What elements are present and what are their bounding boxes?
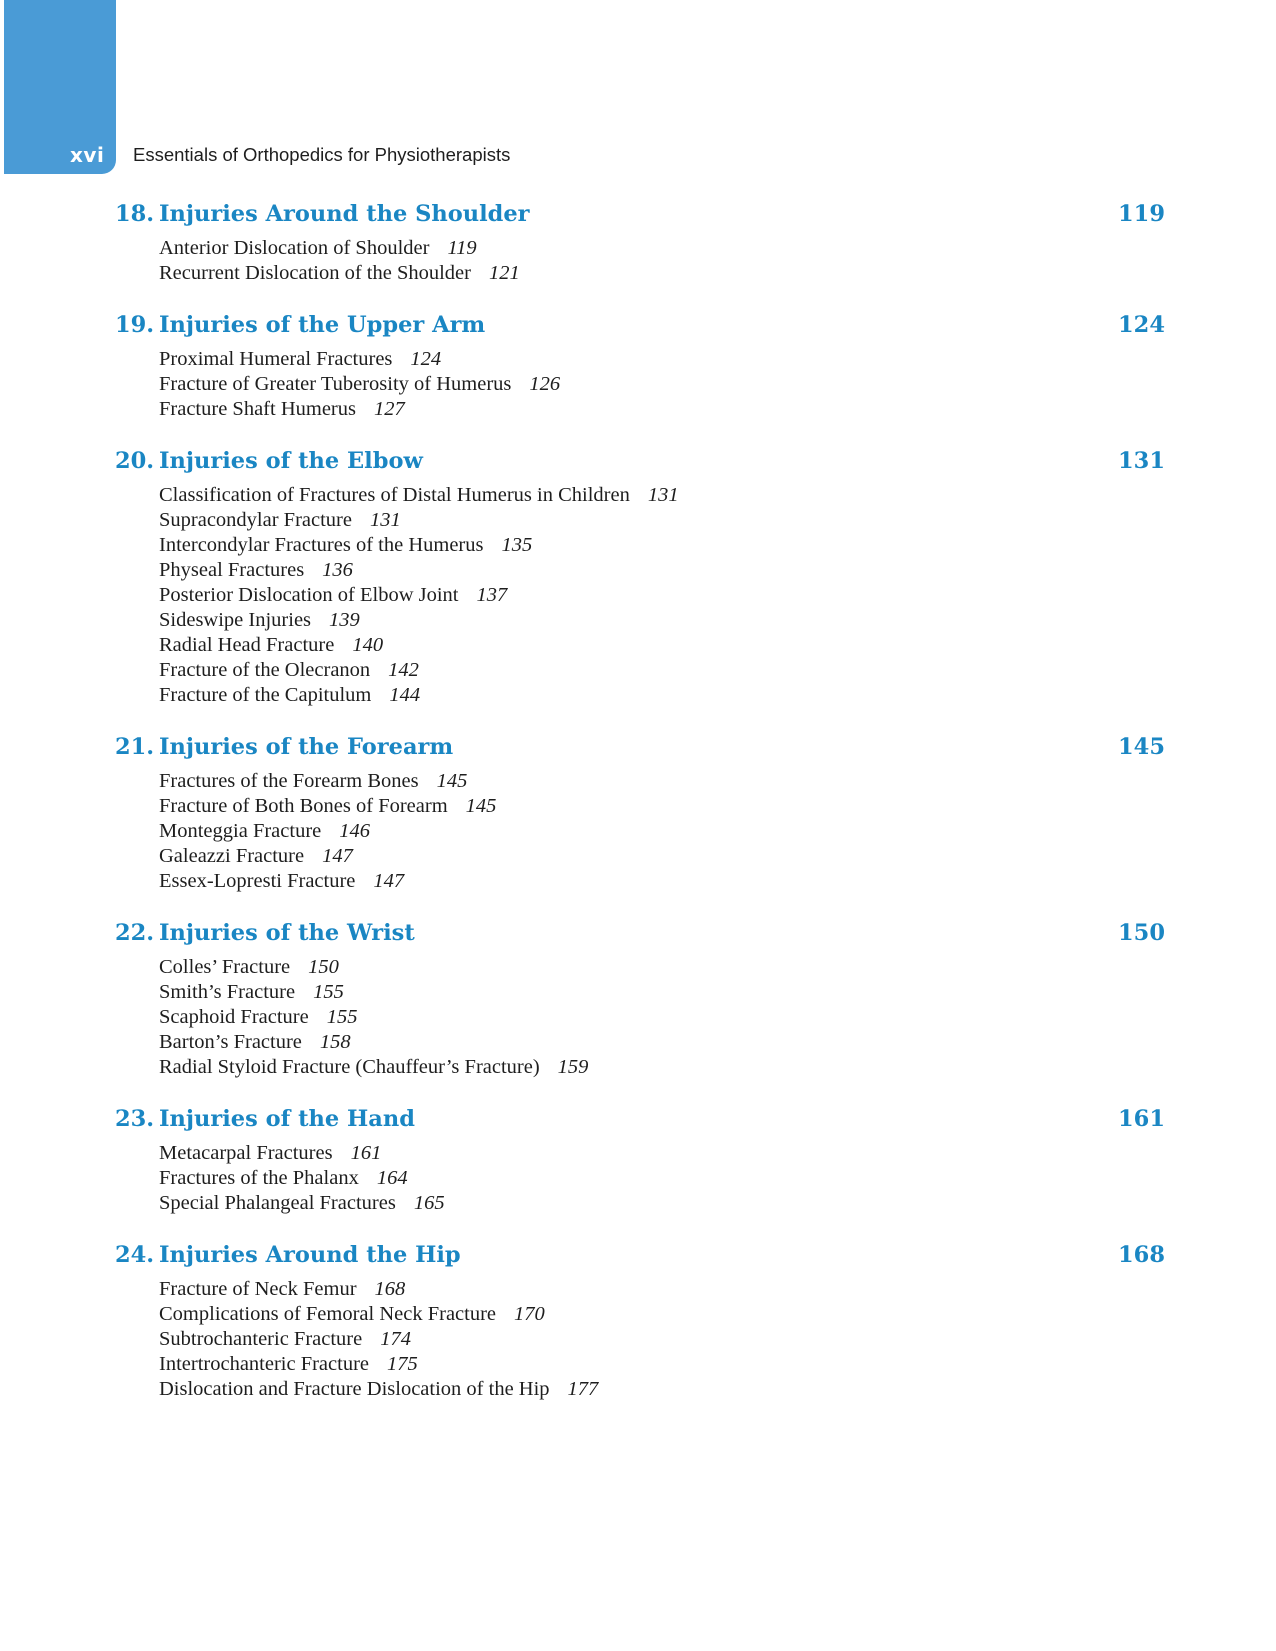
chapter-title: Injuries of the Upper Arm bbox=[159, 312, 486, 338]
topic-title: Fracture Shaft Humerus bbox=[159, 398, 356, 420]
topic-title: Fracture of Neck Femur bbox=[159, 1278, 357, 1300]
topic-page-number: 145 bbox=[436, 770, 468, 792]
topic-title: Smith’s Fracture bbox=[159, 981, 296, 1003]
topic-page-number: 140 bbox=[352, 634, 384, 656]
topic-title: Complications of Femoral Neck Fracture bbox=[159, 1303, 497, 1325]
topic-page-number: 150 bbox=[308, 956, 339, 978]
topic-entry[interactable] bbox=[159, 608, 1165, 633]
chapter-heading[interactable] bbox=[115, 1102, 1165, 1136]
topic-page-number: 124 bbox=[410, 348, 442, 370]
chapter-number: 20. bbox=[115, 448, 155, 474]
topic-title: Colles’ Fracture bbox=[159, 956, 291, 978]
chapter-title: Injuries of the Forearm bbox=[159, 734, 454, 760]
topic-list bbox=[159, 1277, 1165, 1402]
topic-title: Intertrochanteric Fracture bbox=[159, 1353, 370, 1375]
chapter-page-number: 124 bbox=[1118, 312, 1165, 338]
topic-page-number: 158 bbox=[319, 1031, 351, 1053]
topic-title: Subtrochanteric Fracture bbox=[159, 1328, 363, 1350]
topic-title: Recurrent Dislocation of the Shoulder bbox=[159, 262, 471, 284]
topic-entry[interactable] bbox=[159, 1055, 1165, 1080]
topic-title: Dislocation and Fracture Dislocation of the Hip bbox=[159, 1378, 550, 1400]
topic-title: Radial Styloid Fracture (Chauffeur’s Fracture) bbox=[159, 1056, 540, 1078]
topic-entry[interactable] bbox=[159, 347, 1165, 372]
topic-page-number: 121 bbox=[488, 262, 520, 284]
topic-list bbox=[159, 1141, 1165, 1216]
chapter-number: 18. bbox=[115, 201, 155, 227]
topic-title: Physeal Fractures bbox=[159, 559, 305, 581]
topic-page-number: 126 bbox=[529, 373, 561, 395]
topic-page-number: 142 bbox=[388, 659, 419, 681]
topic-page-number: 139 bbox=[329, 609, 360, 631]
topic-page-number: 119 bbox=[447, 237, 477, 259]
topic-entry[interactable] bbox=[159, 508, 1165, 533]
topic-entry[interactable] bbox=[159, 819, 1165, 844]
topic-page-number: 127 bbox=[373, 398, 405, 420]
topic-title: Essex-Lopresti Fracture bbox=[159, 870, 356, 892]
topic-title: Scaphoid Fracture bbox=[159, 1006, 309, 1028]
topic-title: Proximal Humeral Fractures bbox=[159, 348, 393, 370]
chapter-heading[interactable] bbox=[115, 444, 1165, 478]
chapter-number: 23. bbox=[115, 1106, 155, 1132]
topic-entry[interactable] bbox=[159, 236, 1165, 261]
topic-title: Monteggia Fracture bbox=[159, 820, 322, 842]
topic-list bbox=[159, 483, 1165, 708]
topic-entry[interactable] bbox=[159, 769, 1165, 794]
topic-page-number: 147 bbox=[373, 870, 405, 892]
chapter-heading[interactable] bbox=[115, 197, 1165, 231]
topic-title: Fracture of Both Bones of Forearm bbox=[159, 795, 448, 817]
topic-entry[interactable] bbox=[159, 1141, 1165, 1166]
topic-title: Supracondylar Fracture bbox=[159, 509, 352, 531]
table-of-contents bbox=[115, 197, 1165, 1424]
topic-entry[interactable] bbox=[159, 955, 1165, 980]
topic-title: Anterior Dislocation of Shoulder bbox=[159, 237, 430, 259]
topic-list bbox=[159, 769, 1165, 894]
chapter-page-number: 119 bbox=[1118, 201, 1165, 227]
topic-entry[interactable] bbox=[159, 533, 1165, 558]
topic-entry[interactable] bbox=[159, 1352, 1165, 1377]
topic-title: Classification of Fractures of Distal Humerus in Children bbox=[159, 484, 630, 506]
topic-page-number: 168 bbox=[374, 1278, 406, 1300]
chapter-entry bbox=[115, 308, 1165, 422]
topic-entry[interactable] bbox=[159, 583, 1165, 608]
topic-entry[interactable] bbox=[159, 1277, 1165, 1302]
chapter-heading[interactable] bbox=[115, 916, 1165, 950]
topic-entry[interactable] bbox=[159, 794, 1165, 819]
chapter-entry bbox=[115, 730, 1165, 894]
topic-title: Fracture of the Capitulum bbox=[159, 684, 372, 706]
topic-page-number: 161 bbox=[350, 1142, 382, 1164]
topic-entry[interactable] bbox=[159, 1302, 1165, 1327]
topic-title: Fractures of the Forearm Bones bbox=[159, 770, 419, 792]
topic-page-number: 165 bbox=[413, 1192, 445, 1214]
topic-title: Posterior Dislocation of Elbow Joint bbox=[159, 584, 459, 606]
topic-page-number: 136 bbox=[322, 559, 353, 581]
topic-title: Fracture of Greater Tuberosity of Humerus bbox=[159, 373, 512, 395]
chapter-heading[interactable] bbox=[115, 308, 1165, 342]
topic-title: Sideswipe Injuries bbox=[159, 609, 312, 631]
chapter-heading[interactable] bbox=[115, 1238, 1165, 1272]
topic-title: Special Phalangeal Fractures bbox=[159, 1192, 396, 1214]
running-title: Essentials of Orthopedics for Physiotherapists bbox=[133, 144, 511, 165]
chapter-heading[interactable] bbox=[115, 730, 1165, 764]
topic-page-number: 174 bbox=[380, 1328, 411, 1350]
chapter-title: Injuries of the Wrist bbox=[159, 920, 415, 946]
topic-page-number: 146 bbox=[339, 820, 370, 842]
topic-entry[interactable] bbox=[159, 1005, 1165, 1030]
chapter-page-number: 131 bbox=[1118, 448, 1165, 474]
topic-title: Metacarpal Fractures bbox=[159, 1142, 333, 1164]
topic-entry[interactable] bbox=[159, 844, 1165, 869]
chapter-title: Injuries Around the Hip bbox=[159, 1242, 461, 1268]
chapter-entry bbox=[115, 1102, 1165, 1216]
topic-page-number: 155 bbox=[313, 981, 344, 1003]
topic-entry[interactable] bbox=[159, 683, 1165, 708]
topic-list bbox=[159, 236, 1165, 286]
topic-entry[interactable] bbox=[159, 633, 1165, 658]
topic-page-number: 135 bbox=[501, 534, 533, 556]
chapter-entry bbox=[115, 1238, 1165, 1402]
topic-title: Galeazzi Fracture bbox=[159, 845, 305, 867]
chapter-title: Injuries of the Hand bbox=[159, 1106, 415, 1132]
topic-entry[interactable] bbox=[159, 261, 1165, 286]
topic-entry[interactable] bbox=[159, 397, 1165, 422]
topic-entry[interactable] bbox=[159, 483, 1165, 508]
chapter-page-number: 150 bbox=[1118, 920, 1165, 946]
chapter-title: Injuries Around the Shoulder bbox=[159, 201, 530, 227]
topic-page-number: 147 bbox=[322, 845, 353, 867]
topic-entry[interactable] bbox=[159, 869, 1165, 894]
topic-entry[interactable] bbox=[159, 372, 1165, 397]
topic-title: Intercondylar Fractures of the Humerus bbox=[159, 534, 484, 556]
topic-entry[interactable] bbox=[159, 1191, 1165, 1216]
topic-page-number: 144 bbox=[389, 684, 421, 706]
topic-entry[interactable] bbox=[159, 1030, 1165, 1055]
topic-page-number: 137 bbox=[476, 584, 508, 606]
topic-entry[interactable] bbox=[159, 658, 1165, 683]
topic-entry[interactable] bbox=[159, 1166, 1165, 1191]
topic-page-number: 177 bbox=[567, 1378, 599, 1400]
chapter-number: 22. bbox=[115, 920, 155, 946]
chapter-number: 19. bbox=[115, 312, 155, 338]
topic-page-number: 159 bbox=[557, 1056, 589, 1078]
chapter-page-number: 168 bbox=[1118, 1242, 1165, 1268]
chapter-entry bbox=[115, 916, 1165, 1080]
topic-page-number: 170 bbox=[514, 1303, 545, 1325]
topic-page-number: 164 bbox=[376, 1167, 408, 1189]
topic-title: Fractures of the Phalanx bbox=[159, 1167, 359, 1189]
topic-entry[interactable] bbox=[159, 1377, 1165, 1402]
topic-title: Radial Head Fracture bbox=[159, 634, 335, 656]
topic-list bbox=[159, 955, 1165, 1080]
topic-entry[interactable] bbox=[159, 1327, 1165, 1352]
topic-page-number: 145 bbox=[465, 795, 497, 817]
topic-list bbox=[159, 347, 1165, 422]
chapter-number: 21. bbox=[115, 734, 155, 760]
topic-title: Fracture of the Olecranon bbox=[159, 659, 371, 681]
topic-page-number: 155 bbox=[326, 1006, 358, 1028]
chapter-page-number: 145 bbox=[1118, 734, 1165, 760]
chapter-entry bbox=[115, 444, 1165, 708]
topic-page-number: 131 bbox=[369, 509, 401, 531]
topic-page-number: 175 bbox=[387, 1353, 418, 1375]
chapter-number: 24. bbox=[115, 1242, 155, 1268]
topic-title: Barton’s Fracture bbox=[159, 1031, 302, 1053]
chapter-entry bbox=[115, 197, 1165, 286]
topic-entry[interactable] bbox=[159, 558, 1165, 583]
topic-entry[interactable] bbox=[159, 980, 1165, 1005]
chapter-page-number: 161 bbox=[1118, 1106, 1165, 1132]
chapter-title: Injuries of the Elbow bbox=[159, 448, 423, 474]
page-number: xvi bbox=[70, 143, 105, 167]
topic-page-number: 131 bbox=[647, 484, 679, 506]
